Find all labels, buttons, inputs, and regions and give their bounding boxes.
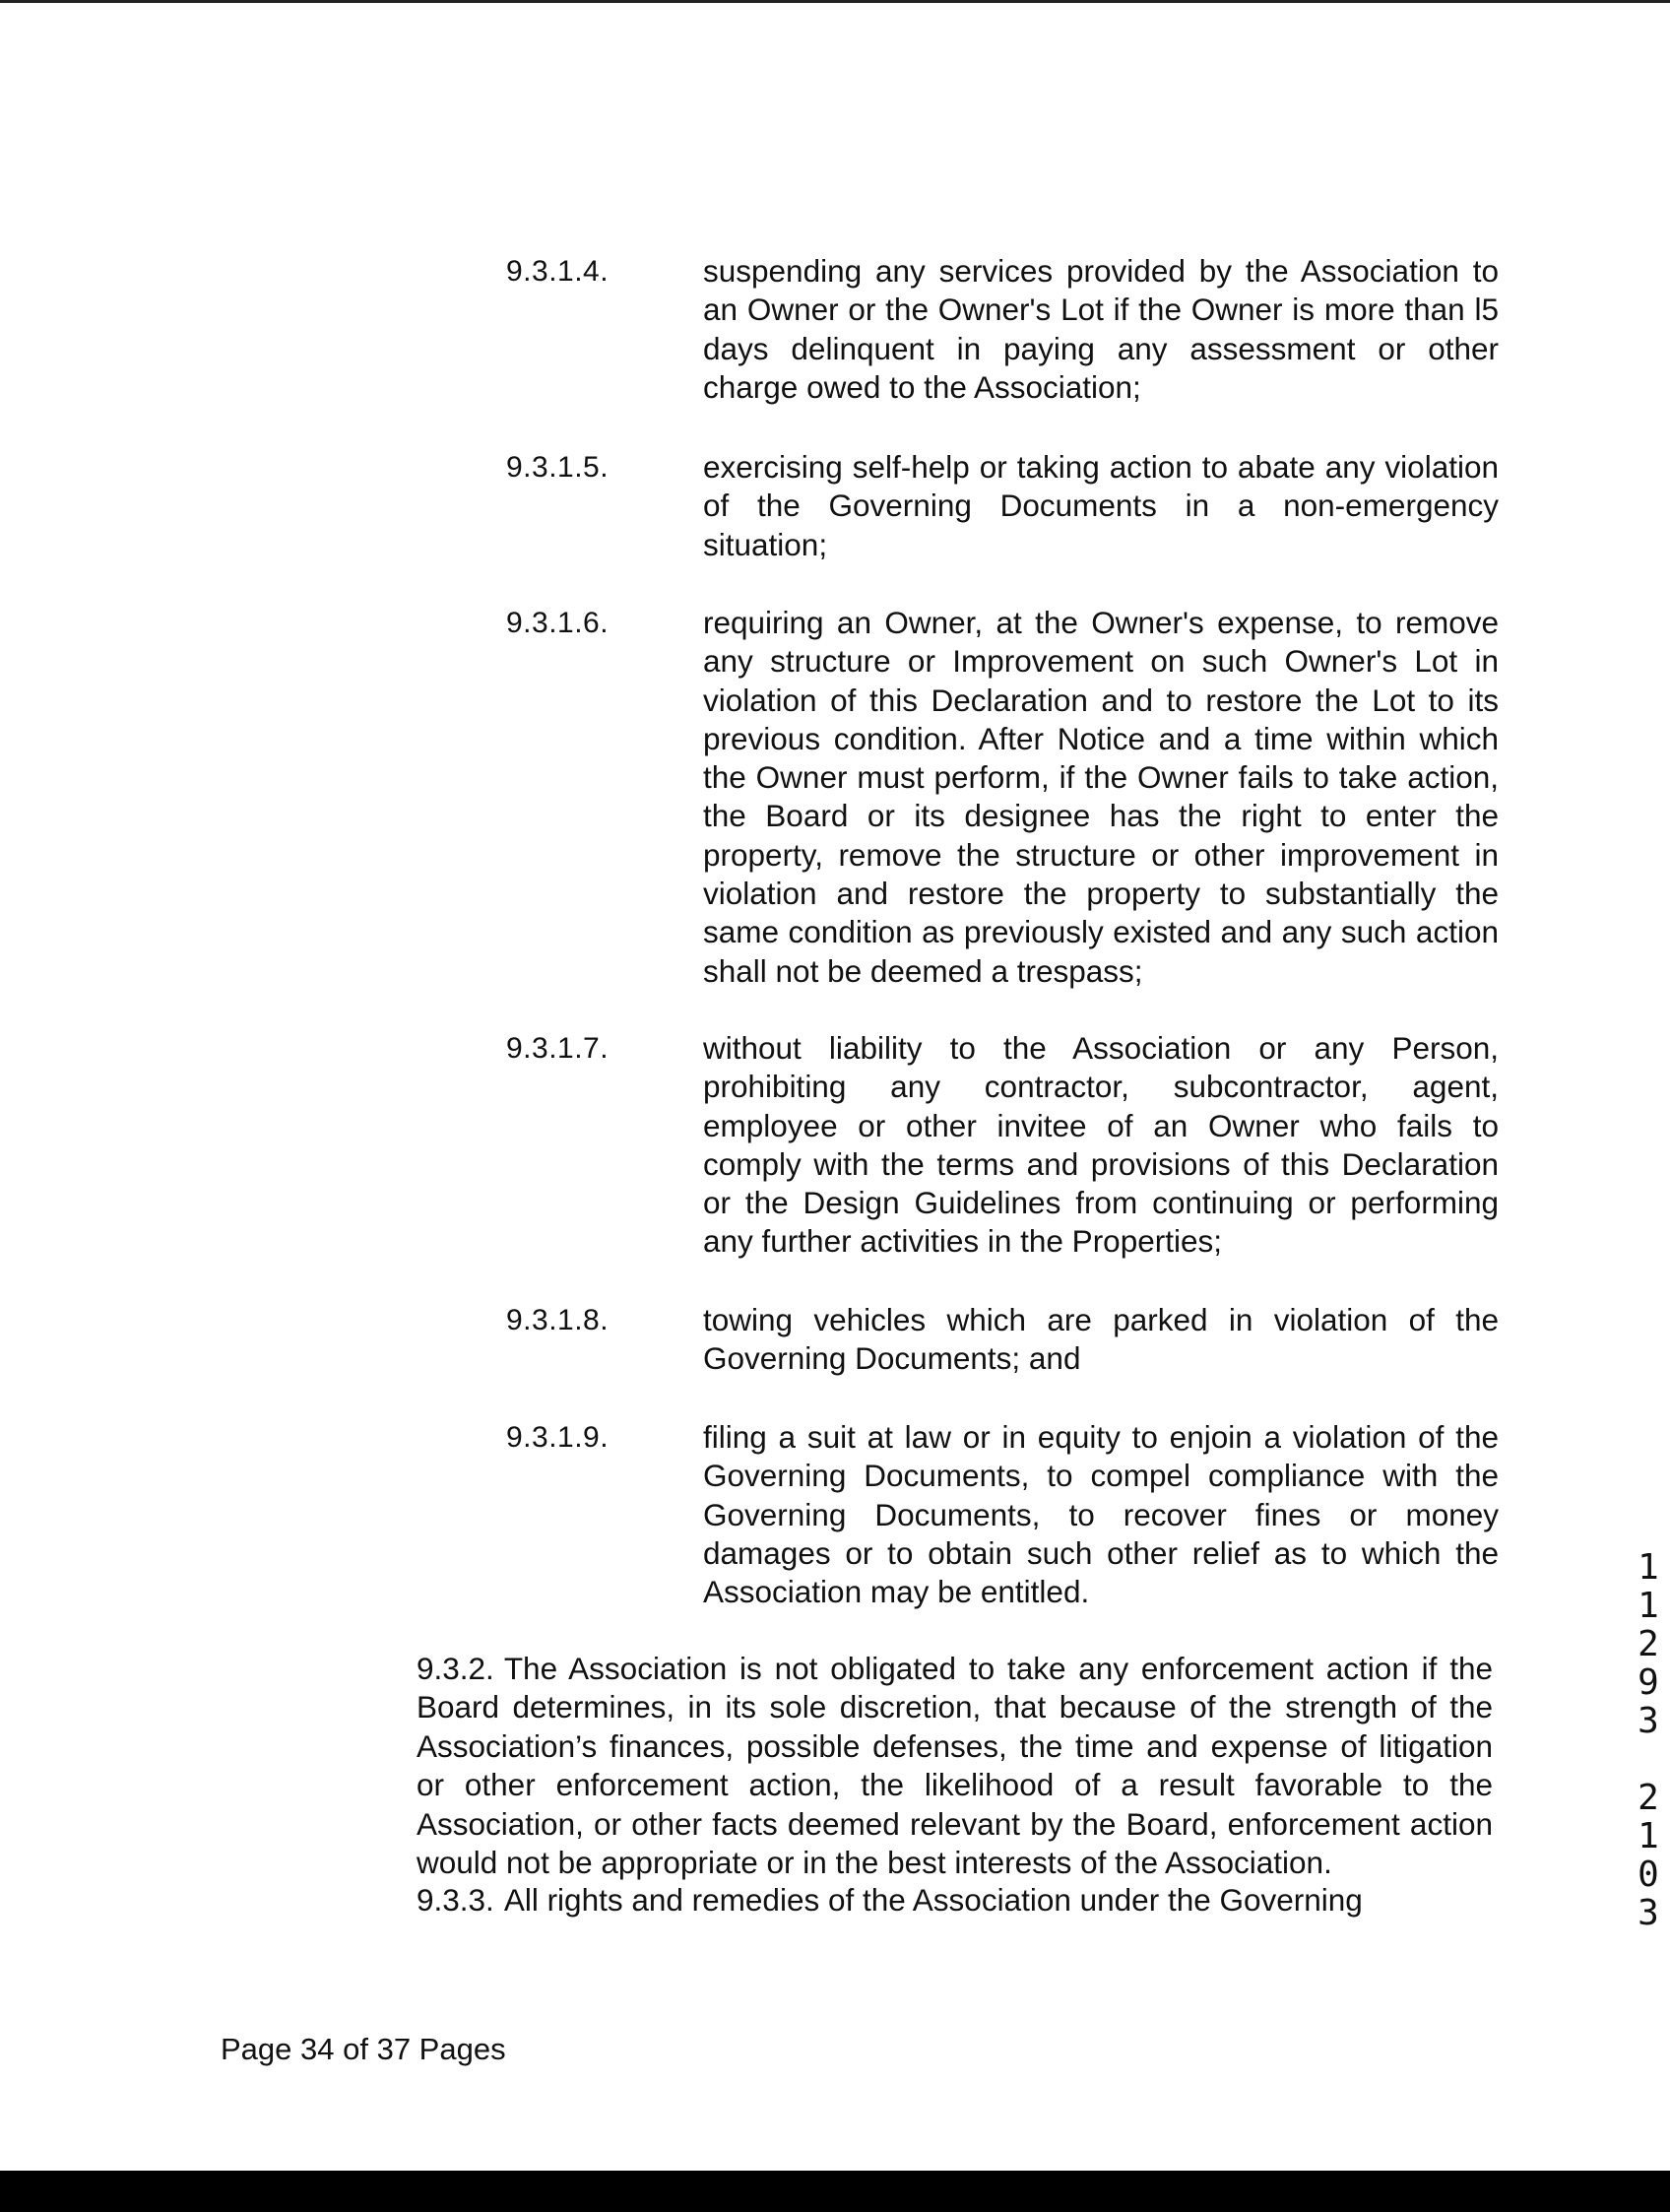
item-number: 9.3.1.4. [506,255,610,288]
stamp-digit: 0 [1638,1854,1659,1895]
item-text: filing a suit at law or in equity to enjoin a violation of the Governing Documents, to compel compliance with the Governing Documents, to recover fines or money damages or to obtain such other relief as to which the Association may be entitled. [703,1419,1499,1610]
paragraph-9-3-2 [417,1650,1493,1882]
item-number: 9.3.1.6. [506,607,610,639]
stamp-digit: 2 [1638,1624,1659,1664]
paragraph-text: All rights and remedies of the Association under the Governing [503,1882,1363,1918]
item-text: requiring an Owner, at the Owner's expense, to remove any structure or Improvement on such Owner's Lot in violation of this Declaration and to restore the Lot to its previous condition. After Notice and a time within which the Owner must perform, if the Owner fails to take action, the Board or its designee has the right to enter the property, remove the structure or other improvement in violation and restore the property to substantially the same condition as previously existed and any such action shall not be deemed a trespass; [703,605,1499,989]
item-text: towing vehicles which are parked in violation of the Governing Documents; and [703,1302,1499,1377]
page-top-edge [0,0,1670,3]
paragraph-number: 9.3.3. [417,1882,494,1918]
recording-stamp [1631,1548,1666,1932]
stamp-gap [1631,1740,1666,1779]
page-footer: Page 34 of 37 Pages [221,2032,506,2066]
scan-border-bottom [0,2171,1670,2212]
stamp-digit: 3 [1638,1701,1659,1741]
item-number: 9.3.1.7. [506,1032,610,1065]
item-text: suspending any services provided by the Association to an Owner or the Owner's Lot if the Owner is more than l5 days delinquent in paying any assessment or other charge owed to the Association; [703,253,1499,405]
paragraph-text: The Association is not obligated to take any enforcement action if the Board determines, in its sole discretion, that because of the strength of the Association’s finances, possible defenses, the time and expense of litigation or other enforcement action, the likelihood of a result favorable to the Association, or other facts deemed relevant by the Board, enforcement action would not be appropriate or in the best interests of the Association. [417,1651,1493,1881]
paragraph-9-3-3 [417,1881,1493,1919]
paragraph-number: 9.3.2. [417,1651,494,1686]
stamp-digit: 9 [1638,1662,1659,1703]
stamp-digit: 2 [1638,1778,1659,1818]
stamp-digit: 1 [1638,1816,1659,1856]
stamp-digit: 1 [1638,1547,1659,1588]
item-text: exercising self-help or taking action to abate any violation of the Governing Documents in a non-emergency situation; [703,449,1499,562]
item-number: 9.3.1.5. [506,451,610,484]
stamp-digit: 3 [1638,1893,1659,1933]
item-number: 9.3.1.8. [506,1304,610,1336]
item-number: 9.3.1.9. [506,1421,610,1454]
item-text: without liability to the Association or any Person, prohibiting any contractor, subcontractor, agent, employee or other invitee of an Owner who fails to comply with the terms and provisions of this Declaration or the Design Guidelines from continuing or performing any further activities in the Properties; [703,1030,1499,1260]
stamp-digit: 1 [1638,1586,1659,1626]
